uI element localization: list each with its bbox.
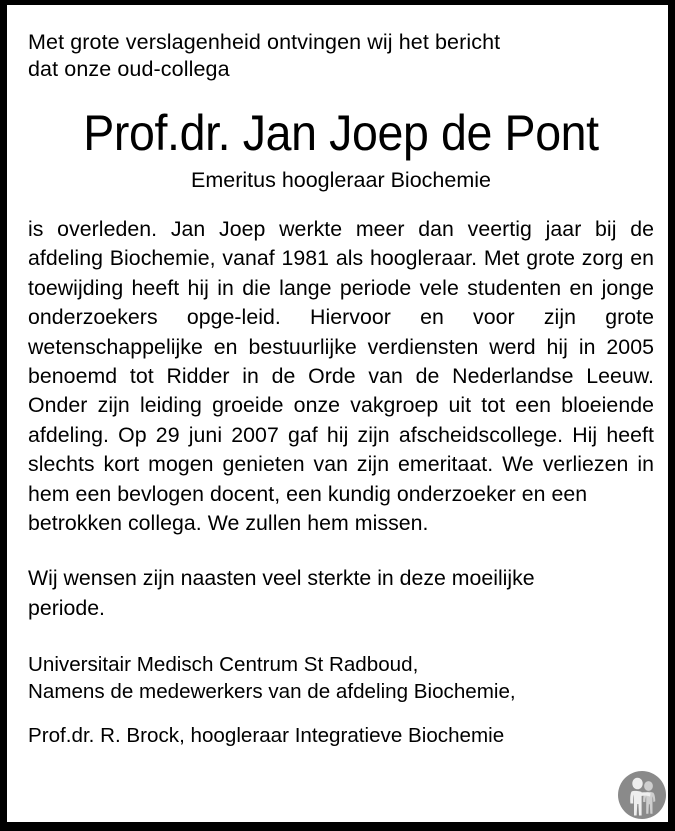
intro-line-2: dat onze oud-collega	[28, 57, 230, 81]
condolence-final-line: periode.	[28, 595, 105, 620]
condolence-paragraph	[28, 564, 654, 623]
memorial-figures-emblem-icon	[617, 770, 667, 820]
deceased-name-block	[28, 105, 654, 193]
body-main-text: is overleden. Jan Joep werkte meer dan veertig jaar bij de afdeling Biochemie, vanaf 1981 als hoogleraar. Met grote zorg en toewijding heeft hij in die lange periode vele studenten en jonge onderzoekers opge-leid. Hiervoor en voor zijn grote wetenschappelijke en bestuurlijke verdiensten werd hij in 2005 benoemd tot Ridder in de Orde van de Nederlandse Leeuw. Onder zijn leiding groeide onze vakgroep uit tot een bloeiende afdeling. Op 29 juni 2007 gaf hij zijn afscheidscollege. Hij heeft slechts kort mogen genieten van zijn emeritaat. We verliezen in hem een bevlogen docent, een kundig onderzoeker en een	[28, 217, 654, 506]
deceased-name: Prof.dr. Jan Joep de Pont	[83, 105, 599, 161]
condolence-text: Wij wensen zijn naasten veel sterkte in deze moeilijke	[28, 566, 535, 591]
signature-department: Namens de medewerkers van de afdeling Biochemie,	[28, 680, 516, 704]
body-paragraph	[28, 215, 654, 538]
deceased-role: Emeritus hoogleraar Biochemie	[191, 168, 491, 192]
signature-person: Prof.dr. R. Brock, hoogleraar Integratieve Biochemie	[28, 724, 505, 748]
signature-block	[28, 651, 654, 749]
body-final-line: betrokken collega. We zullen hem missen.	[28, 511, 429, 536]
signature-institution: Universitair Medisch Centrum St Radboud,	[28, 653, 419, 677]
intro-paragraph	[28, 5, 654, 83]
notice-content	[28, 5, 654, 822]
intro-line-1: Met grote verslagenheid ontvingen wij het bericht	[28, 30, 501, 54]
